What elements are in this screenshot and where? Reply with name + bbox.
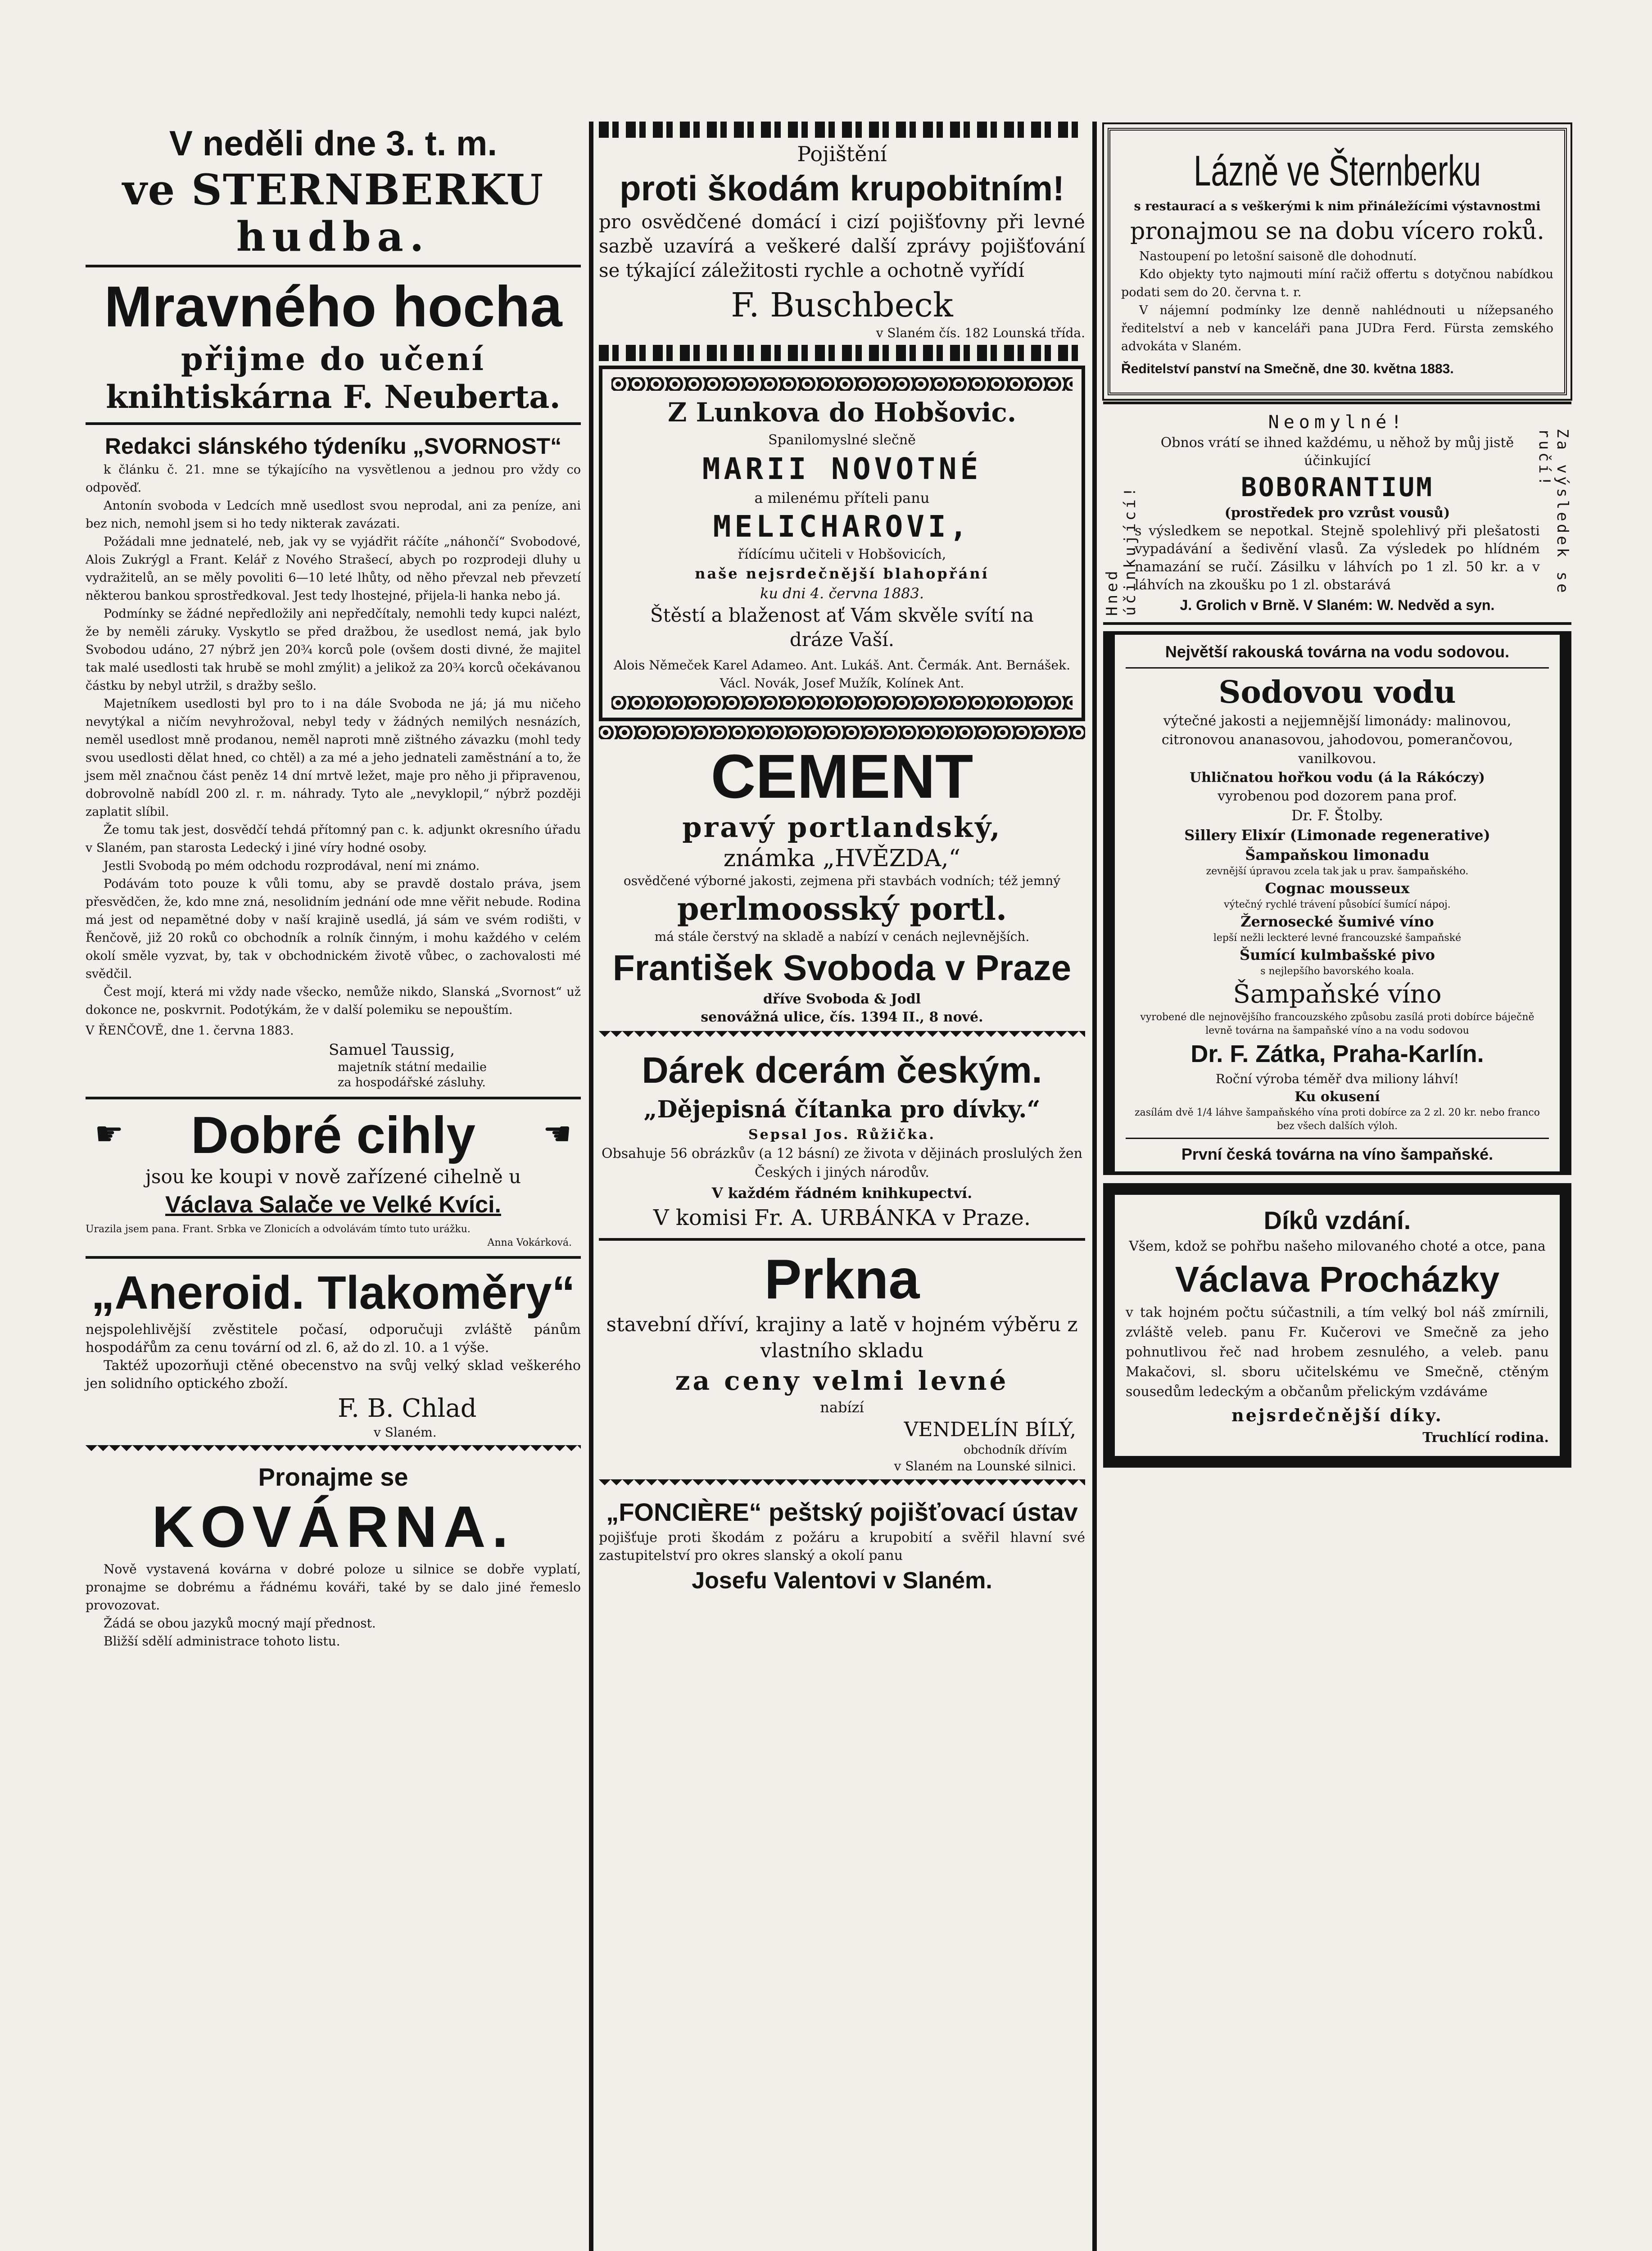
column-2 <box>599 122 1085 1596</box>
divider <box>1103 402 1571 404</box>
ad-music-sternberk <box>86 122 581 261</box>
hand-pointer-right-icon: ☛ <box>95 1115 124 1153</box>
decorative-border <box>599 345 1085 361</box>
ad-soda-line2: Uhličnatou hořkou vodu (á la Rákóczy) <box>1190 770 1485 786</box>
ad-book-line2: V komisi Fr. A. URBÁNKA v Praze. <box>653 1205 1031 1230</box>
ad-congrats-line1: Spanilomyslné slečně <box>768 432 916 448</box>
ad-fonciere-title: „FONCIÈRE“ peštský pojišťovací ústav <box>606 1498 1078 1526</box>
ad-congrats-name1: MARII NOVOTNÉ <box>702 452 982 486</box>
ad-barometers-signature: F. B. Chlad <box>338 1394 477 1423</box>
ad-fonciere <box>599 1496 1085 1596</box>
ad-soda-name: Dr. F. Zátka, Praha-Karlín. <box>1190 1040 1484 1067</box>
ad-soda-line13: s nejlepšího bavorského koala. <box>1260 966 1414 977</box>
ad-bricks-line1: jsou ke koupi v nově zařízené cihelně u <box>145 1166 521 1188</box>
ad-apprentice <box>86 274 581 416</box>
ad-soda-line1: výtečné jakosti a nejjemnější limonády: malinovou, citronovou ananasovou, jahodovou, pomerančovou, vanilkovou. <box>1161 713 1513 767</box>
ad-soda-line3: vyrobenou pod dozorem pana prof. <box>1218 788 1457 804</box>
ad-congrats-line3: řídícímu učiteli v Hobšovicích, <box>738 547 946 562</box>
ad-smithy-text3: Bližší sdělí administrace tohoto listu. <box>104 1634 340 1649</box>
ad-spa-text3: V nájemní podmínky lze denně nahlédnouti u nížepsaného ředitelství a neb v kanceláři pana JUDra Ferd. Fürsta zemského advokáta v Slaném. <box>1121 303 1553 353</box>
decorative-border <box>86 1445 581 1457</box>
ad-hail-title: proti škodám krupobitním! <box>619 168 1065 208</box>
ad-cement-line5: má stále čerstvý na skladě a nabízí v cenách nejlevnějších. <box>654 929 1030 944</box>
ad-boborantium-title: BOBORANTIUM <box>1240 472 1434 502</box>
ad-apprentice-title: Mravného hocha <box>104 275 562 339</box>
ad-cement-title: CEMENT <box>711 742 973 811</box>
letter-paragraph: k článku č. 21. mne se týkajícího na vysvětlenou a jednou pro vždy co odpověď. <box>86 463 581 495</box>
ad-soda-line15: vyrobené dle nejnovějšího francouzského způsobu zasílá proti dobírce báječně levně továrna na šampaňské víno a na vodu sodovou <box>1140 1012 1534 1036</box>
ad-boborantium <box>1103 411 1571 616</box>
ad-smithy-text: Nově vystavená kovárna v dobré poloze u silnice se dobře vyplatí, pronajme se dobrému a řádnému kováři, také by se dalo jiné řemeslo provozovat. <box>86 1562 581 1613</box>
column-divider <box>1092 122 1097 2251</box>
ad-bricks-title: Dobré cihly <box>191 1106 475 1164</box>
decorative-border <box>611 696 1073 710</box>
ad-hail-line1: Pojištění <box>797 142 887 166</box>
ad-book-title: Dárek dcerám českým. <box>642 1050 1042 1091</box>
column-1 <box>86 122 581 1650</box>
ad-soda-line11: lepší nežli leckteré levné francouzské šampaňské <box>1213 932 1462 944</box>
ad-cement-name: František Svoboda v Praze <box>612 948 1072 988</box>
ad-thanks-title: Díků vzdání. <box>1263 1206 1411 1234</box>
ad-soda-title: Sodovou vodu <box>1218 674 1456 710</box>
ad-spa-sign: Ředitelství panství na Smečně, dne 30. května 1883. <box>1121 362 1454 376</box>
ad-boborantium-line1: Obnos vrátí se ihned každému, u něhož by můj jistě účinkující <box>1160 435 1514 469</box>
ad-soda-line6: Šampaňskou limonadu <box>1245 846 1430 863</box>
ad-cement <box>599 743 1085 1026</box>
ad-timber-title: Prkna <box>764 1248 920 1311</box>
ad-timber-line5: v Slaném na Lounské silnici. <box>894 1459 1076 1474</box>
ad-cement-line1: pravý portlandský, <box>682 811 1002 844</box>
divider <box>1126 1138 1549 1139</box>
ad-thanks-text: v tak hojném počtu súčastnili, a tím velký bol náš zmírnili, zvláště veleb. panu Fr. Kučerovi ve Smečně za jeho pohnutlivou řeč nad hrobem zesnulého, a veleb. panu Makačovi, sl. sboru učitelskému ve Smečně, ctěným sousedům ledeckým a občanům přelickým vzdáváme <box>1126 1305 1549 1400</box>
decorative-border <box>599 122 1085 138</box>
ad-soda-line7: zevnější úpravou zcela tak jak u prav. šampaňského. <box>1206 866 1469 877</box>
ad-hail-address: v Slaném čís. 182 Lounská třída. <box>876 325 1085 340</box>
ad-book-subtitle: „Dějepisná čítanka pro dívky.“ <box>643 1096 1041 1123</box>
ad-timber <box>599 1247 1085 1475</box>
ad-cement-line6: dříve Svoboda & Jodl <box>763 991 921 1007</box>
decorative-border <box>611 377 1073 391</box>
ad-timber-line3: nabízí <box>820 1399 864 1416</box>
divider <box>86 422 581 425</box>
ad-spa-line2: pronajmou se na dobu vícero roků. <box>1130 218 1544 245</box>
ad-hail-text: pro osvědčené domácí i cizí pojišťovny při levné sazbě uzavírá a veškeré další zprávy pojišťování se týkající záležitosti rychle a ochotně vyřídí <box>599 211 1085 281</box>
ad-boborantium-side-right: Za výsledek se ručí! <box>1535 429 1571 596</box>
ad-cement-line7: senovážná ulice, čís. 1394 II., 8 nové. <box>701 1009 983 1025</box>
ad-smithy-line1: Pronajme se <box>258 1463 408 1491</box>
ad-congrats-title: Z Lunkova do Hobšovic. <box>667 397 1017 428</box>
ad-soda-line12: Šumící kulmbašské pivo <box>1240 946 1435 963</box>
newspaper-page <box>86 122 1571 2251</box>
ad-book-author: Sepsal Jos. Růžička. <box>748 1127 936 1143</box>
ad-congrats-line4: naše nejsrdečnější blahopřání <box>695 565 989 582</box>
ad-cement-line4: perlmoosský portl. <box>677 890 1007 927</box>
letter-sign-line1: majetník státní medailie <box>338 1060 487 1074</box>
ad-bricks-note-sign: Anna Vokárková. <box>487 1237 572 1248</box>
letter-paragraph: Podmínky se žádné nepředložily ani nepředčítaly, nemohli tedy kupci nalézt, že by neměli záruky. Vyskytlo se před dražbou, že usedlost nemá, jak bylo Svobodou udáno, 27 nýbrž jen 20¾ korců pole (ovšem dosti divné, že majitel tak malé usedlosti tak hrubě se mohl zmýlit) a jelikož za 20¾ korců očekávanou částku by nebyl utržil, s dražby sešlo. <box>86 607 581 693</box>
ad-spa-sternberk <box>1108 128 1567 395</box>
ad-boborantium-line2: (prostředek pro vzrůst vousů) <box>1224 505 1450 521</box>
ad-soda-line5: Sillery Elixír (Limonade regenerative) <box>1184 827 1490 844</box>
ad-spa-text1: Nastoupení po letošní saisoně dle dohodnutí. <box>1139 249 1417 263</box>
column-divider <box>589 122 593 2251</box>
ad-soda-line8: Cognac mousseux <box>1265 880 1410 897</box>
ad-thanks <box>1103 1183 1571 1468</box>
ad-hail-insurance <box>599 141 1085 341</box>
divider <box>1126 667 1549 669</box>
ad-congrats-line2: a milenému příteli panu <box>754 489 930 506</box>
ad-fonciere-text: pojišťuje proti škodám z požáru a krupobití a svěřil hlavní své zastupitelství pro okres slanský a okolí panu <box>599 1530 1085 1564</box>
ad-timber-line2: za ceny velmi levné <box>675 1365 1009 1396</box>
divider <box>1103 622 1571 625</box>
ad-boborantium-sign: J. Grolich v Brně. V Slaném: W. Nedvěd a syn. <box>1180 597 1495 613</box>
ad-congrats-line5: ku dni 4. června 1883. <box>760 585 924 602</box>
letter-paragraph: Čest mojí, která mi vždy nade všecko, nemůže nikdo, Slanská „Svornost“ už dokonce ne, poskvrnit. Podotýkám, že v další polemiku se nepouštím. <box>86 985 581 1017</box>
ad-barometers-text2: Taktéž upozorňuji ctěné obecenstvo na svůj velký sklad veškerého jen solidního optického zboží. <box>86 1358 581 1392</box>
ad-barometers-title: „Aneroid. Tlakoměry“ <box>91 1267 575 1319</box>
ad-soda-line9: výtečný rychlé trávení působící šumící nápoj. <box>1224 899 1451 910</box>
ad-spa-line1: s restaurací a s veškerými k nim přináležícími výstavnostmi <box>1134 199 1541 213</box>
letter-to-editor <box>86 431 581 1090</box>
ad-spa-title: Lázně ve Šternberku <box>1194 147 1481 195</box>
ad-thanks-sign: Truchlící rodina. <box>1422 1430 1549 1446</box>
letter-paragraph: Jestli Svobodą po mém odchodu rozprodával, není mi známo. <box>104 859 480 873</box>
ad-apprentice-line2: knihtiskárna F. Neuberta. <box>106 378 561 416</box>
letter-paragraph: Požádali mne jednatelé, neb, jak vy se vyjádřit ráčíte „náhončí“ Svobodové, Alois Zukrýgl a Frant. Kelář z Nového Strašecí, abych po rozprodeji dluhy u vydražitelů, an se měly povoliti 6—10 leté lhůty, od něho převzal neb převzetí některou bankou sprostředkoval. Jest tedy lhostejné, přijela-li hanka nebo já. <box>86 535 581 603</box>
ad-soda-water <box>1103 631 1571 1175</box>
letter-body <box>86 461 581 1019</box>
ad-bricks-note: Urazila jsem pana. Frant. Srbka ve Zlonicích a odvolávám tímto tuto urážku. <box>86 1224 471 1235</box>
ad-thanks-line2: nejsrdečnější díky. <box>1231 1405 1443 1425</box>
ad-book-line1: V každém řádném knihkupectví. <box>711 1184 973 1202</box>
divider <box>86 1256 581 1259</box>
column-3 <box>1103 122 1571 1468</box>
ad-smithy-title: KOVÁRNA. <box>152 1494 515 1559</box>
letter-sign-line2: za hospodářské zásluhy. <box>338 1076 486 1089</box>
ad-smithy <box>86 1461 581 1650</box>
ad-cement-line2: známka „HVĚZDA,“ <box>723 845 961 872</box>
ad-congrats-names: Alois Němeček Karel Adameo. Ant. Lukáš. Ant. Čermák. Ant. Bernášek. Václ. Novák, Josef Mužík, Kolínek Ant. <box>614 658 1070 691</box>
ad-fonciere-name: Josefu Valentovi v Slaném. <box>692 1568 992 1594</box>
divider <box>86 265 581 267</box>
ad-timber-line1: stavební dříví, krajiny a latě v hojném výběru z vlastního skladu <box>606 1313 1078 1362</box>
ad-soda-line17: Ku okusení <box>1294 1089 1380 1105</box>
letter-place-date: V ŘENČOVĚ, dne 1. června 1883. <box>86 1024 294 1038</box>
ad-smithy-text2: Žádá se obou jazyků mocný mají přednost. <box>104 1616 376 1631</box>
ad-barometers <box>86 1265 581 1441</box>
ad-congratulations <box>599 366 1085 721</box>
letter-paragraph: Antonín svoboda v Ledcích mně usedlost svou neprodal, ani za peníze, ani bez nich, nemohl jsem si ho tedy nikterak zavázati. <box>86 499 581 531</box>
ad-bricks-line2: Václava Salače ve Velké Kvíci. <box>165 1192 501 1218</box>
ad-hail-name: F. Buschbeck <box>731 286 953 325</box>
ad-timber-line4: obchodník dřívím <box>963 1443 1067 1457</box>
ad-barometers-text1: nejspolehlivější zvěstitele počasí, odporučuji zvláště pánům hospodářům za cenu tovární od zl. 6, až do zl. 10. a 1 výše. <box>86 1322 581 1356</box>
ad-thanks-line1: Všem, kdož se pohřbu našeho milovaného choté a otce, pana <box>1129 1239 1546 1254</box>
ad-congrats-name2: MELICHAROVI, <box>713 509 971 544</box>
ad-music-line3: hudba. <box>236 213 430 261</box>
ad-soda-line10: Žernosecké šumivé víno <box>1240 913 1434 930</box>
letter-title: Redakci slánského týdeníku „SVORNOST“ <box>104 434 562 459</box>
ad-barometers-place: v Slaném. <box>374 1425 437 1440</box>
ad-book-text: Obsahuje 56 obrázkův (a 12 básní) ze života v dějinách proslulých žen Českých i jiných národův. <box>602 1146 1082 1180</box>
ad-soda-line18: zasílám dvě 1/4 láhve šampaňského vína proti dobírce za 2 zl. 20 kr. nebo franco bez všech dalších výloh. <box>1135 1107 1540 1132</box>
ad-spa-text2: Kdo objekty tyto najmouti míní račiž offertu s dotyčnou nabídkou podati sem do 20. června t. r. <box>1121 267 1553 299</box>
ad-thanks-name: Václava Procházky <box>1175 1259 1500 1299</box>
decorative-border <box>599 1031 1085 1043</box>
ad-music-line1: V neděli dne 3. t. m. <box>169 123 498 163</box>
ad-bricks <box>86 1106 581 1250</box>
ad-boborantium-text: s výsledkem se nepotkal. Stejně spolehlivý při plešatosti vypadávání a šedivění vlasů. Za výsledek po hlídném namazání se ručí. Zásilku v láhvích po 1 zl. 50 kr. a v láhvích na zkoušku po 1 zl. obstarává <box>1135 523 1540 593</box>
ad-boborantium-header: Neomylné! <box>1268 412 1407 433</box>
ad-soda-footer: První česká továrna na víno šampaňské. <box>1181 1145 1494 1163</box>
letter-paragraph: Podávám toto pouze k vůli tomu, aby se pravdě dostalo práva, jsem přesvědčen, že, kdo mne zná, nesolidním jednání ode mne věřit nebude. Rodina má jest od nepamětné doby v naší krajině usedlá, já sám ve svém rodišti, v Řenčově, již 20 roků co obchodník a rolník činným, i mohu každého v celém okolí směle vyzvat, by, tak v obchodnickém životě vůbec, o zachovalosti mé svědčil. <box>86 877 581 981</box>
ad-boborantium-side-left: Hned účinkující! <box>1103 484 1139 616</box>
letter-paragraph: Majetníkem usedlosti byl pro to i na dále Svoboda ne já; já mu ničeho nevytýkal a ničím nevyhrožoval, nebyl tedy v žádných nemilých nesnázích, neměl usedlost mně prodanou, neměl naproti mně zištného závazku (mohl tedy svou usedlosti dělat hned, co chtěl) a za mé a jeho jednateli zaměstnání a to, že jsem měl značnou část peněz 14 dní mrtvě ležet, maje pro něho ji připravenou, dobrovolně nabídl 200 zl. r. m. náhrady. Tyto ale „nevyklopil,“ nýbrž později zaplatit slíbil. <box>86 697 581 819</box>
ad-soda-line4: Dr. F. Štolby. <box>1291 807 1384 824</box>
ad-apprentice-line1: přijme do učení <box>181 340 486 378</box>
ad-soda-header: Největší rakouská továrna na vodu sodovou. <box>1165 642 1510 661</box>
divider <box>599 1238 1085 1241</box>
decorative-border <box>599 726 1085 739</box>
ad-music-line2: ve STERNBERKU <box>122 165 544 215</box>
ad-soda-line14: Šampaňské víno <box>1233 980 1442 1009</box>
letter-signature: Samuel Taussig, <box>329 1041 455 1059</box>
ad-congrats-line6: Štěstí a blaženost ať Vám skvěle svítí na dráze Vaší. <box>650 604 1034 651</box>
hand-pointer-left-icon: ☚ <box>543 1115 572 1153</box>
ad-cement-line3: osvědčené výborné jakosti, zejmena při stavbách vodních; též jemný <box>623 873 1061 888</box>
decorative-border <box>599 1479 1085 1491</box>
divider <box>86 1097 581 1099</box>
ad-timber-name: VENDELÍN BÍLÝ, <box>904 1418 1076 1441</box>
ad-soda-line16: Roční výroba téměř dva miliony láhví! <box>1215 1071 1459 1086</box>
ad-book-gift <box>599 1047 1085 1232</box>
letter-paragraph: Že tomu tak jest, dosvědčí tehdá přítomný pan c. k. adjunkt okresního úřadu v Slaném, pan starosta Ledecký i jiné víry hodné osoby. <box>86 823 581 855</box>
